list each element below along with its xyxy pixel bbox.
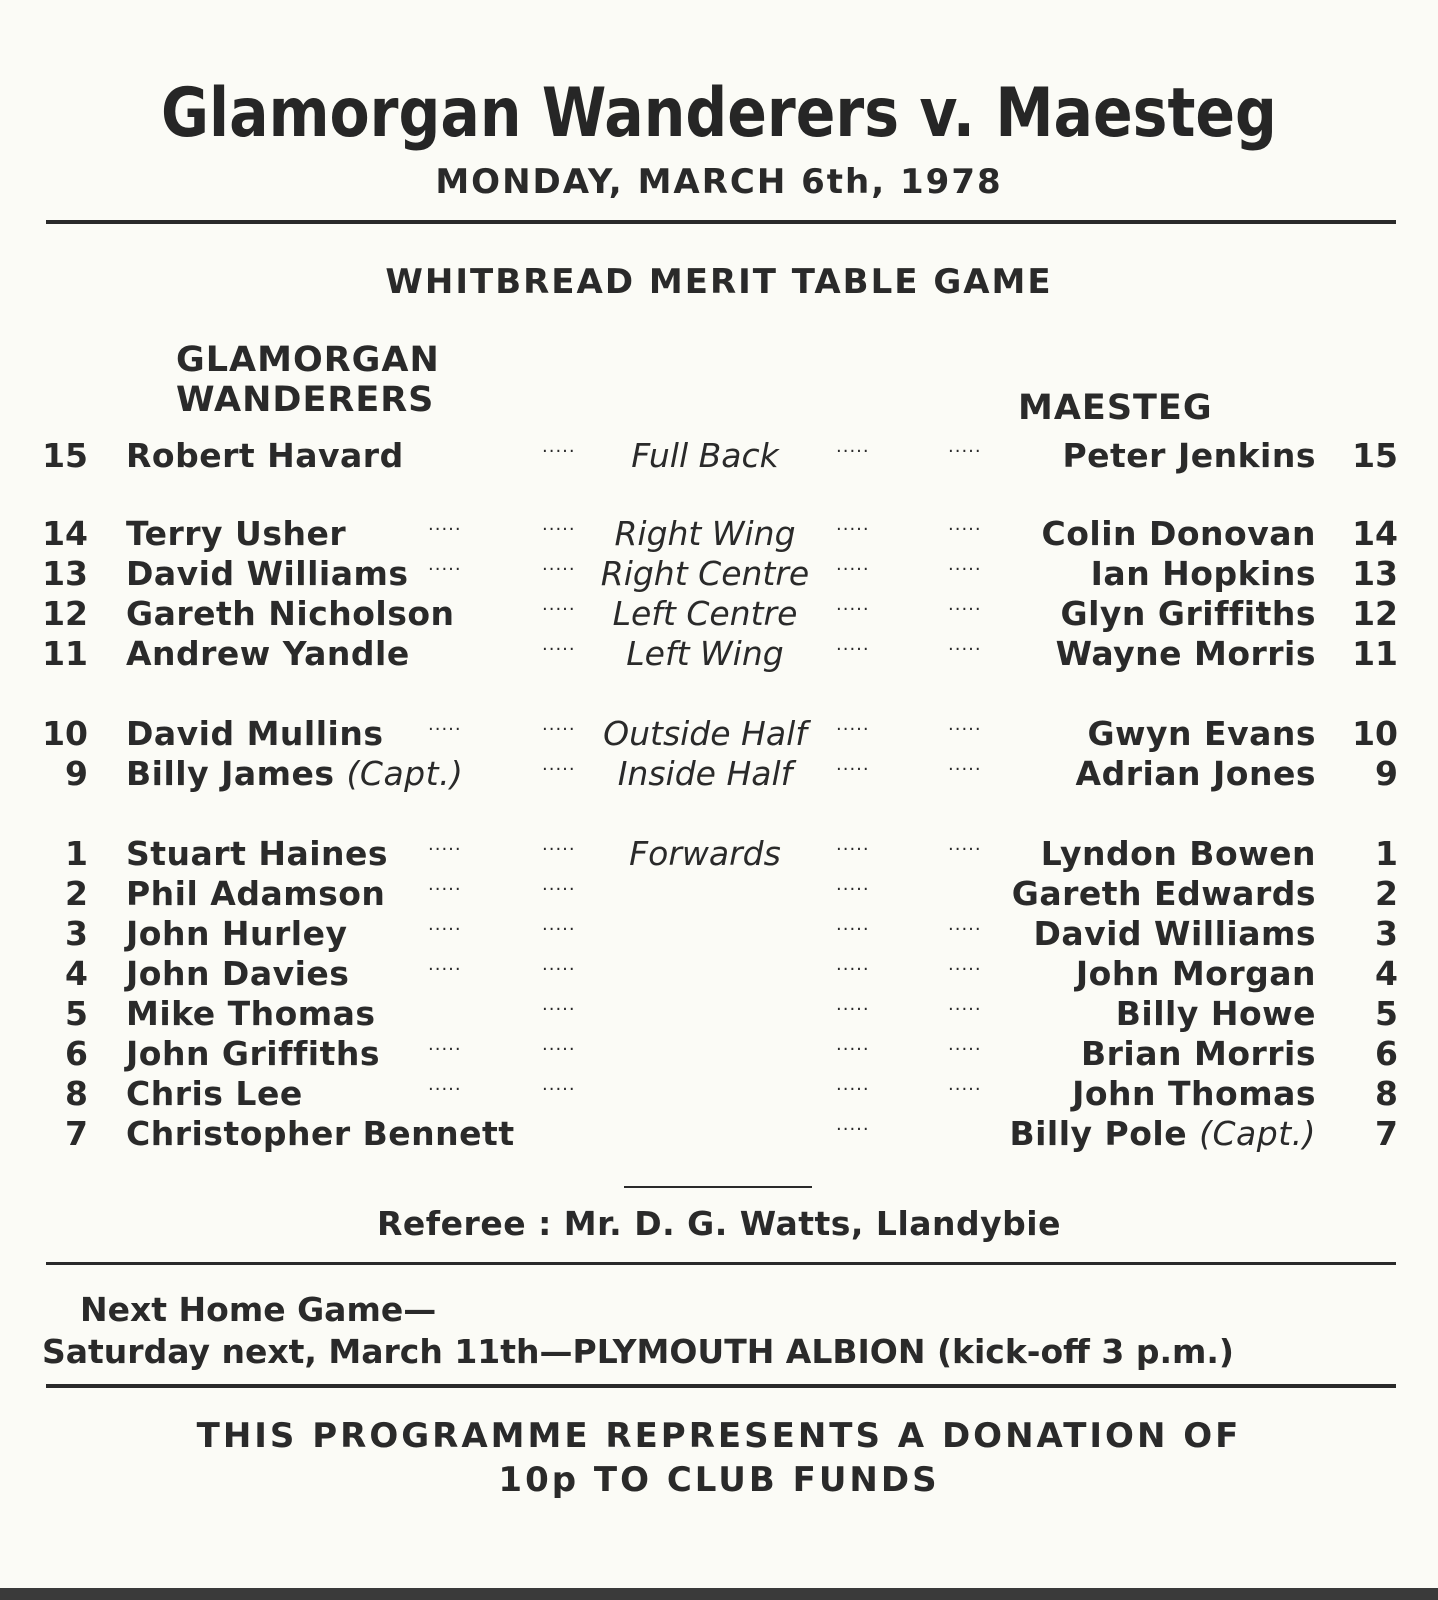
away-player: Brian Morris — [1080, 1034, 1316, 1073]
away-number: 1 — [1375, 834, 1398, 873]
leader-dots: ..... — [836, 514, 870, 535]
leader-dots: ..... — [542, 754, 576, 775]
away-player-name: Billy Pole — [1009, 1114, 1188, 1153]
away-number: 8 — [1375, 1074, 1398, 1113]
leader-dots: ..... — [542, 834, 576, 855]
leader-dots: ..... — [428, 874, 462, 895]
donation-line2: 10p TO CLUB FUNDS — [498, 1460, 940, 1500]
lineup-row — [0, 874, 1438, 914]
leader-dots: ..... — [948, 436, 982, 457]
away-number: 3 — [1375, 914, 1398, 953]
next-game-heading: Next Home Game— — [80, 1290, 437, 1329]
away-number: 6 — [1375, 1034, 1398, 1073]
home-player-name: Billy James — [126, 754, 335, 793]
leader-dots: ..... — [948, 954, 982, 975]
home-number: 6 — [65, 1034, 88, 1073]
position-label: Full Back — [631, 436, 779, 475]
home-player: Chris Lee — [126, 1074, 303, 1113]
away-player: Colin Donovan — [1041, 514, 1316, 553]
home-team-heading — [176, 340, 440, 420]
home-number: 15 — [42, 436, 88, 475]
away-number: 5 — [1375, 994, 1398, 1033]
lineup-row — [0, 1074, 1438, 1114]
home-number: 3 — [65, 914, 88, 953]
home-number: 2 — [65, 874, 88, 913]
leader-dots: ..... — [948, 594, 982, 615]
lineup-row — [0, 594, 1438, 634]
lineup-row — [0, 834, 1438, 874]
next-game-details: Saturday next, March 11th—PLYMOUTH ALBION (kick-off 3 p.m.) — [42, 1332, 1235, 1371]
leader-dots: ..... — [948, 994, 982, 1015]
lineup-row — [0, 634, 1438, 674]
leader-dots: ..... — [428, 714, 462, 735]
leader-dots: ..... — [542, 594, 576, 615]
leader-dots: ..... — [836, 1074, 870, 1095]
home-number: 11 — [42, 634, 88, 673]
home-number: 1 — [65, 834, 88, 873]
divider — [46, 1384, 1396, 1388]
lineup-row — [0, 436, 1438, 476]
away-player: John Morgan — [1075, 954, 1316, 993]
match-date: MONDAY, MARCH 6th, 1978 — [435, 162, 1003, 202]
home-number: 9 — [65, 754, 88, 793]
position-label: Right Centre — [600, 554, 810, 593]
home-player: David Williams — [126, 554, 409, 593]
away-player: Gareth Edwards — [1011, 874, 1316, 913]
away-number: 14 — [1352, 514, 1398, 553]
captain-label: (Capt.) — [346, 754, 464, 793]
leader-dots: ..... — [948, 714, 982, 735]
leader-dots: ..... — [542, 914, 576, 935]
leader-dots: ..... — [836, 634, 870, 655]
home-team-line2: WANDERERS — [176, 380, 435, 420]
away-player: Billy Howe — [1115, 994, 1316, 1033]
lineup-row — [0, 914, 1438, 954]
home-number: 12 — [42, 594, 88, 633]
away-number: 15 — [1352, 436, 1398, 475]
position-label: Forwards — [629, 834, 781, 873]
captain-label: (Capt.) — [1199, 1114, 1316, 1153]
away-number: 12 — [1352, 594, 1398, 633]
leader-dots: ..... — [428, 914, 462, 935]
away-player: Wayne Morris — [1055, 634, 1316, 673]
home-player: Terry Usher — [126, 514, 347, 553]
leader-dots: ..... — [542, 1074, 576, 1095]
leader-dots: ..... — [836, 914, 870, 935]
position-label: Right Wing — [614, 514, 796, 553]
home-number: 13 — [42, 554, 88, 593]
position-label: Left Wing — [626, 634, 784, 673]
home-player: David Mullins — [126, 714, 384, 753]
leader-dots: ..... — [836, 436, 870, 457]
home-player: Robert Havard — [126, 436, 404, 475]
away-number: 13 — [1352, 554, 1398, 593]
away-player: Ian Hopkins — [1090, 554, 1316, 593]
home-player: Mike Thomas — [126, 994, 376, 1033]
leader-dots: ..... — [948, 554, 982, 575]
leader-dots: ..... — [542, 994, 576, 1015]
position-label: Inside Half — [617, 754, 793, 793]
leader-dots: ..... — [948, 834, 982, 855]
away-player: Glyn Griffiths — [1060, 594, 1316, 633]
leader-dots: ..... — [836, 754, 870, 775]
leader-dots: ..... — [836, 554, 870, 575]
leader-dots: ..... — [836, 994, 870, 1015]
leader-dots: ..... — [428, 554, 462, 575]
leader-dots: ..... — [948, 634, 982, 655]
top-divider — [46, 220, 1396, 224]
away-number: 10 — [1352, 714, 1398, 753]
home-player: Christopher Bennett — [126, 1114, 515, 1153]
leader-dots: ..... — [836, 874, 870, 895]
leader-dots: ..... — [836, 954, 870, 975]
away-player: Peter Jenkins — [1062, 436, 1316, 475]
home-number: 8 — [65, 1074, 88, 1113]
away-player: Gwyn Evans — [1087, 714, 1316, 753]
home-player: John Griffiths — [126, 1034, 381, 1073]
lineup-row — [0, 554, 1438, 594]
home-number: 10 — [42, 714, 88, 753]
leader-dots: ..... — [836, 834, 870, 855]
home-player: John Davies — [126, 954, 350, 993]
lineup-row — [0, 1114, 1438, 1154]
away-number: 11 — [1352, 634, 1398, 673]
leader-dots: ..... — [836, 1034, 870, 1055]
leader-dots: ..... — [542, 554, 576, 575]
away-number: 4 — [1375, 954, 1398, 993]
donation-line1: THIS PROGRAMME REPRESENTS A DONATION OF — [196, 1416, 1242, 1456]
leader-dots: ..... — [948, 914, 982, 935]
lineup-row — [0, 994, 1438, 1034]
leader-dots: ..... — [542, 514, 576, 535]
leader-dots: ..... — [542, 714, 576, 735]
away-team-heading: MAESTEG — [1018, 388, 1213, 428]
divider — [46, 1262, 1396, 1265]
home-number: 5 — [65, 994, 88, 1033]
home-player: Phil Adamson — [126, 874, 386, 913]
leader-dots: ..... — [948, 1034, 982, 1055]
leader-dots: ..... — [428, 514, 462, 535]
leader-dots: ..... — [542, 1034, 576, 1055]
leader-dots: ..... — [836, 1114, 870, 1135]
away-player: John Thomas — [1072, 1074, 1316, 1113]
donation-note — [0, 1414, 1438, 1502]
lineup-row — [0, 754, 1438, 794]
lineup-row — [0, 714, 1438, 754]
match-title: Glamorgan Wanderers v. Maesteg — [161, 74, 1277, 153]
leader-dots: ..... — [836, 714, 870, 735]
lineup-row — [0, 954, 1438, 994]
lineup-row — [0, 1034, 1438, 1074]
home-player: John Hurley — [126, 914, 348, 953]
home-player: Andrew Yandle — [126, 634, 410, 673]
leader-dots: ..... — [428, 834, 462, 855]
home-player — [126, 754, 463, 793]
leader-dots: ..... — [542, 634, 576, 655]
away-number: 2 — [1375, 874, 1398, 913]
lineup-row — [0, 514, 1438, 554]
leader-dots: ..... — [948, 514, 982, 535]
home-number: 4 — [65, 954, 88, 993]
home-player: Gareth Nicholson — [126, 594, 455, 633]
referee-line: Referee : Mr. D. G. Watts, Llandybie — [377, 1204, 1061, 1243]
leader-dots: ..... — [948, 1074, 982, 1095]
position-label: Left Centre — [612, 594, 798, 633]
away-player: Adrian Jones — [1075, 754, 1316, 793]
leader-dots: ..... — [428, 954, 462, 975]
away-player: Lyndon Bowen — [1040, 834, 1316, 873]
home-player: Stuart Haines — [126, 834, 389, 873]
leader-dots: ..... — [542, 954, 576, 975]
away-player — [1009, 1114, 1316, 1153]
short-divider — [624, 1186, 812, 1188]
competition-title: WHITBREAD MERIT TABLE GAME — [385, 262, 1053, 302]
home-number: 14 — [42, 514, 88, 553]
leader-dots: ..... — [428, 1034, 462, 1055]
home-number: 7 — [65, 1114, 88, 1153]
leader-dots: ..... — [542, 436, 576, 457]
home-team-line1: GLAMORGAN — [176, 340, 440, 380]
away-number: 9 — [1375, 754, 1398, 793]
position-label: Outside Half — [603, 714, 807, 753]
leader-dots: ..... — [542, 874, 576, 895]
leader-dots: ..... — [836, 594, 870, 615]
leader-dots: ..... — [428, 1074, 462, 1095]
away-number: 7 — [1375, 1114, 1398, 1153]
away-player: David Williams — [1033, 914, 1316, 953]
scan-bottom-edge — [0, 1588, 1438, 1600]
leader-dots: ..... — [948, 754, 982, 775]
